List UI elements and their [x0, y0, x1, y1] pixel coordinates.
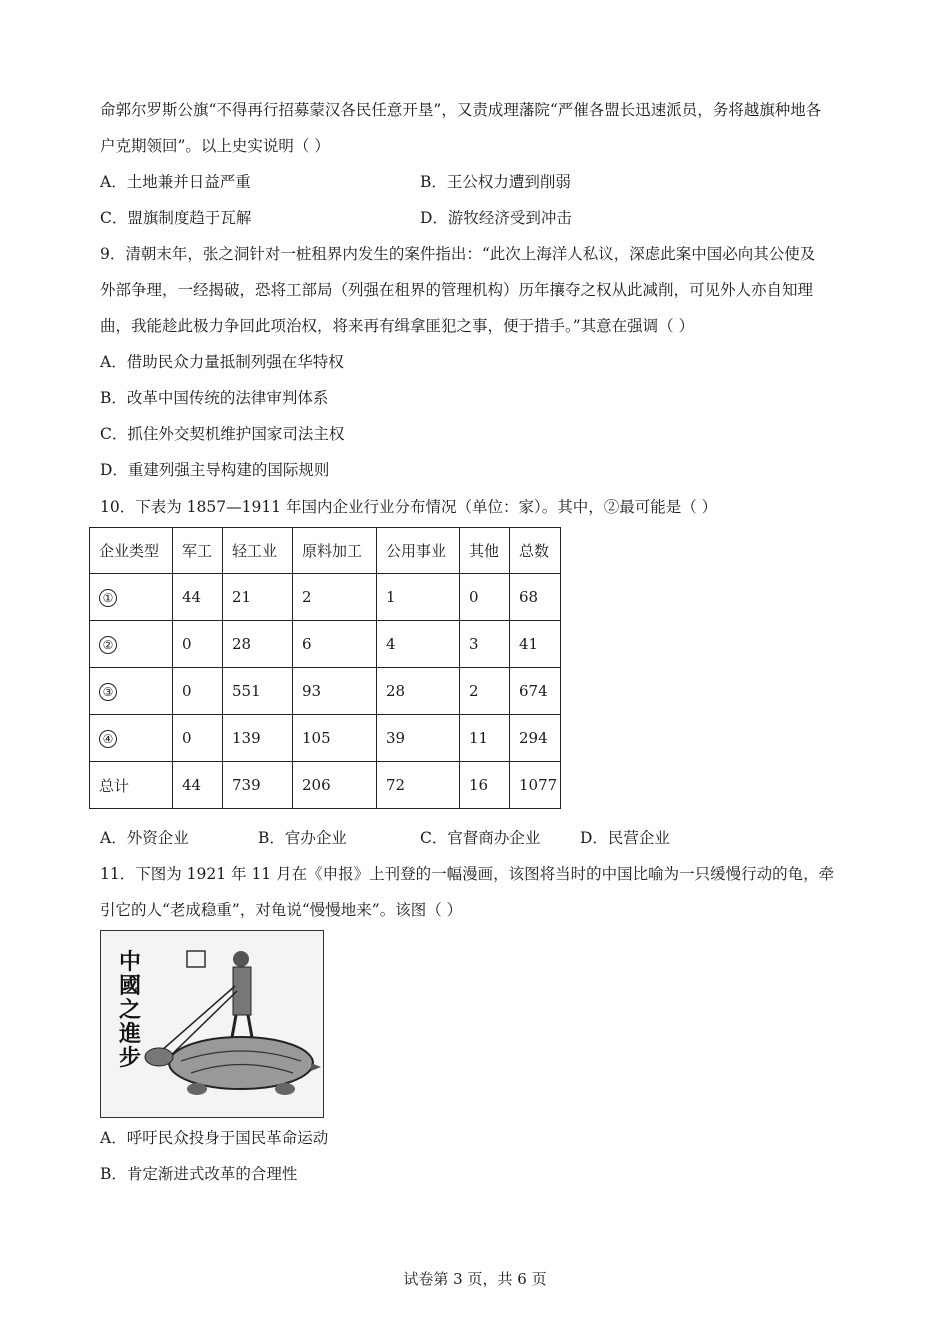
q11-option-a: A．呼吁民众投身于国民革命运动	[100, 1129, 329, 1147]
figure-head	[233, 951, 249, 967]
q8-option-b: B．王公权力遭到削弱	[420, 173, 571, 191]
turtle-leg	[187, 1083, 207, 1095]
cartoon-title-char: 中	[119, 949, 142, 975]
row-label-circled	[99, 636, 117, 654]
table-cell: 11	[460, 715, 510, 762]
table-header-cell: 其他	[460, 528, 510, 574]
table-cell: 2	[293, 574, 377, 621]
q10-option-a: A．外资企业	[100, 829, 189, 847]
table-header-row	[90, 528, 561, 574]
table-row	[90, 574, 561, 621]
q9-option-d: D．重建列强主导构建的国际规则	[100, 461, 330, 479]
q10-option-c: C．官督商办企业	[420, 829, 541, 847]
q11-line-1: 11．下图为 1921 年 11 月在《申报》上刊登的一幅漫画，该图将当时的中国比喻为一只缓慢行动的龟，牵	[100, 865, 835, 883]
cartoon-title-char: 進	[119, 1021, 142, 1047]
table-cell: 674	[510, 668, 561, 715]
row-label: ③	[102, 684, 114, 699]
table-cell: 294	[510, 715, 561, 762]
row-label-circled	[99, 730, 117, 748]
turtle-tail	[311, 1063, 321, 1071]
cartoon-title-char: 之	[119, 997, 142, 1023]
figure-body	[233, 967, 251, 1015]
q8-line-2: 户克期领回”。以上史实说明（ ）	[100, 137, 330, 155]
table-cell: 1077	[510, 762, 561, 809]
table-cell	[90, 621, 173, 668]
table-cell: 139	[223, 715, 293, 762]
row-label-circled	[99, 589, 117, 607]
table-cell: 39	[377, 715, 460, 762]
page-footer: 试卷第 3 页，共 6 页	[403, 1270, 547, 1288]
table-header-cell: 军工	[173, 528, 223, 574]
enterprise-distribution-table	[89, 527, 561, 809]
table-cell: 0	[173, 715, 223, 762]
q9-option-a: A．借助民众力量抵制列强在华特权	[100, 353, 344, 371]
cartoon-image	[100, 930, 324, 1118]
table-cell: 0	[460, 574, 510, 621]
q8-line-1: 命郭尔罗斯公旗“不得再行招募蒙汉各民任意开垦”，又责成理藩院“严催各盟长迅速派员，务将越旗种地各	[100, 101, 822, 119]
q11-option-b: B．肯定渐进式改革的合理性	[100, 1165, 298, 1183]
table-cell	[90, 668, 173, 715]
q10-line-1: 10．下表为 1857—1911 年国内企业行业分布情况（单位：家）。其中，②最可能是（ ）	[100, 498, 718, 516]
q9-option-c: C．抓住外交契机维护国家司法主权	[100, 425, 345, 443]
table-header-cell: 总数	[510, 528, 561, 574]
table-cell: 21	[223, 574, 293, 621]
table-cell: 0	[173, 668, 223, 715]
row-label: ①	[102, 590, 114, 605]
q8-option-c: C．盟旗制度趋于瓦解	[100, 209, 252, 227]
table-cell: 44	[173, 574, 223, 621]
table-cell: 3	[460, 621, 510, 668]
cartoon-illustration	[101, 931, 323, 1117]
row-label: ④	[102, 731, 114, 746]
table-header-cell: 公用事业	[377, 528, 460, 574]
q9-option-b: B．改革中国传统的法律审判体系	[100, 389, 329, 407]
q9-line-3: 曲，我能趁此极力争回此项治权，将来再有缉拿匪犯之事，便于措手。”其意在强调（ ）	[100, 317, 695, 335]
turtle-shell	[169, 1037, 313, 1089]
table-header-cell: 企业类型	[90, 528, 173, 574]
q9-line-2: 外部争理，一经揭破，恐将工部局（列强在租界的管理机构）历年攘夺之权从此减削，可见外人亦自知理	[100, 281, 814, 299]
table-total-row	[90, 762, 561, 809]
table-cell: 总计	[90, 762, 173, 809]
q10-option-b: B．官办企业	[258, 829, 347, 847]
q9-line-1: 9．清朝末年，张之洞针对一桩租界内发生的案件指出：“此次上海洋人私议，深虑此案中国必向其公使及	[100, 245, 816, 263]
cartoon-title-char: 國	[119, 973, 142, 999]
table-cell: 1	[377, 574, 460, 621]
table-cell: 739	[223, 762, 293, 809]
stamp-icon	[187, 951, 205, 967]
q11-line-2: 引它的人“老成稳重”，对龟说“慢慢地来”。该图（ ）	[100, 901, 463, 919]
table-cell: 206	[293, 762, 377, 809]
table-cell: 68	[510, 574, 561, 621]
table-row	[90, 621, 561, 668]
table-cell: 2	[460, 668, 510, 715]
table-header-cell: 原料加工	[293, 528, 377, 574]
turtle-leg	[275, 1083, 295, 1095]
row-label: ②	[102, 637, 114, 652]
row-label-circled	[99, 683, 117, 701]
table-cell: 93	[293, 668, 377, 715]
table-cell: 28	[377, 668, 460, 715]
table-cell: 16	[460, 762, 510, 809]
table-cell: 72	[377, 762, 460, 809]
table-cell	[90, 574, 173, 621]
turtle-head	[145, 1048, 173, 1066]
q10-option-d: D．民营企业	[580, 829, 670, 847]
table-cell: 28	[223, 621, 293, 668]
table-cell: 0	[173, 621, 223, 668]
table-cell: 6	[293, 621, 377, 668]
table-row	[90, 715, 561, 762]
table-header-cell: 轻工业	[223, 528, 293, 574]
q8-option-d: D．游牧经济受到冲击	[420, 209, 572, 227]
table-cell: 4	[377, 621, 460, 668]
cartoon-title-char: 步	[119, 1045, 142, 1071]
q8-option-a: A．土地兼并日益严重	[100, 173, 251, 191]
table-cell: 44	[173, 762, 223, 809]
table-row	[90, 668, 561, 715]
table-cell: 105	[293, 715, 377, 762]
table-cell: 551	[223, 668, 293, 715]
table-cell	[90, 715, 173, 762]
table-cell: 41	[510, 621, 561, 668]
